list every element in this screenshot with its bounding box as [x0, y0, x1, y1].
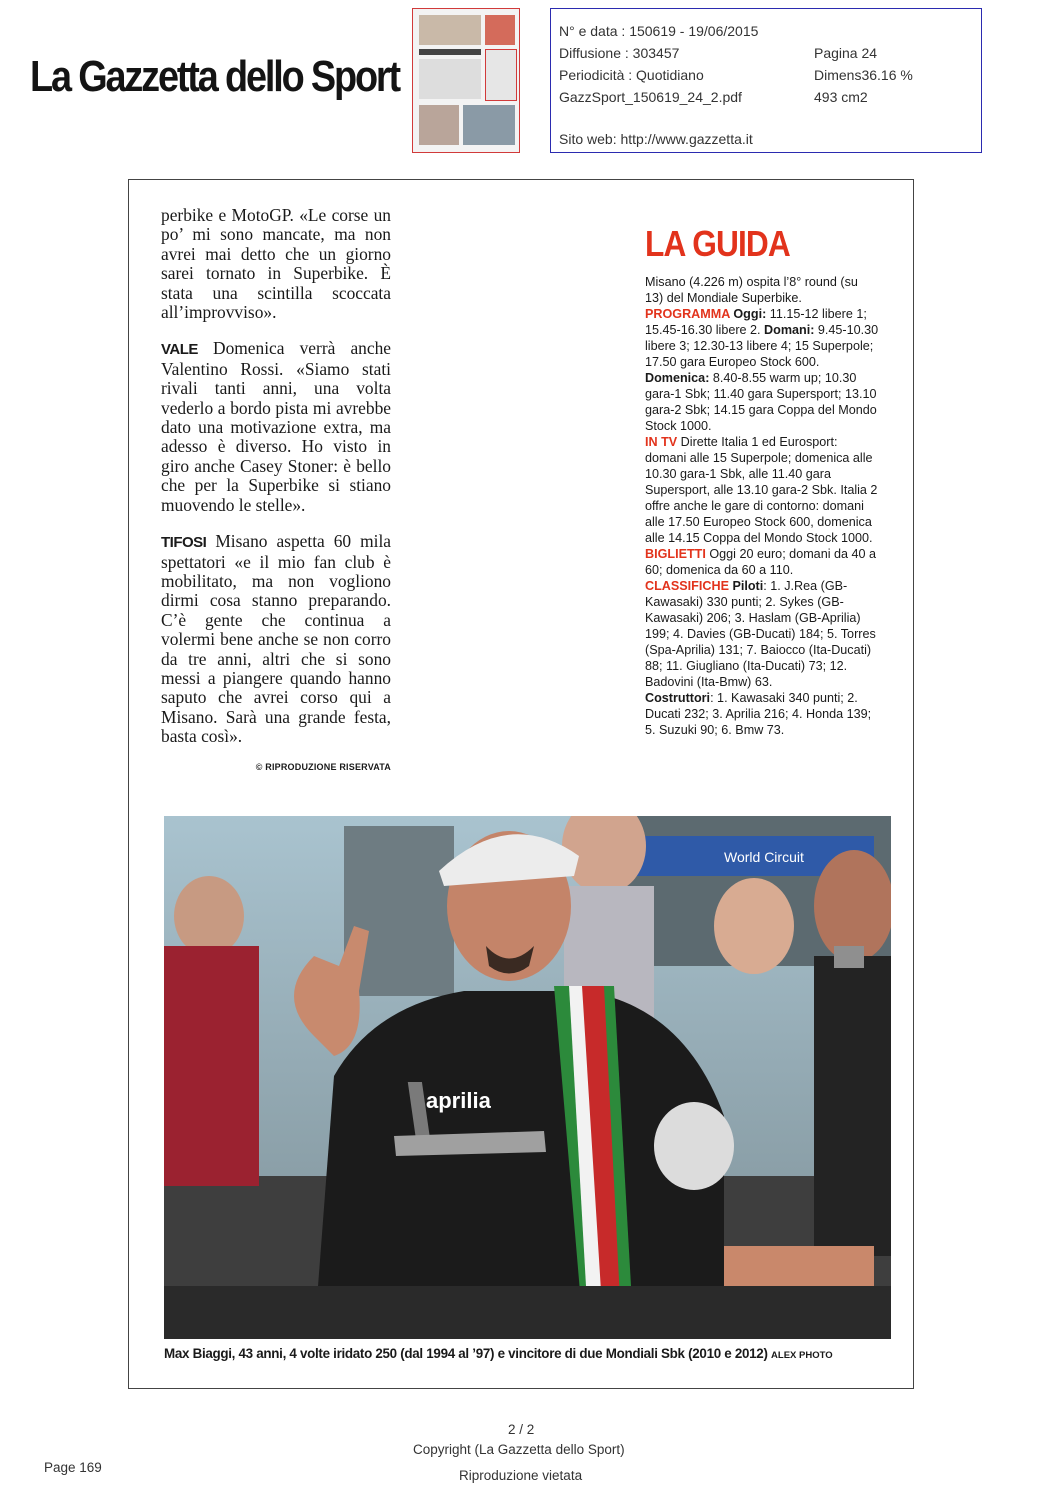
meta-number-date: N° e data : 150619 - 19/06/2015 — [559, 23, 759, 39]
footer-pages: 2 / 2 — [508, 1422, 535, 1437]
guide-text: Misano (4.226 m) ospita l’8° round (su 13) del Mondiale Superbike. PROGRAMMA Oggi: 11.15-12 libere 1; 15.45-16.30 libere 2. Domani: 9.45-10.30 libere 3; 12.30-13 libere 4; 15 Superpole; 17.50 gara Europeo Stock 600. Domenica: 8.40-8.55 warm up; 10.30 gara-1 Sbk; 11.40 gara Supersport; 13.10 gara-2 Sbk; 14.15 gara Coppa del Mondo Stock 1000. IN TV Dirette Italia 1 ed Eurosport: domani alle 15 Superpole; domenica alle 10.30 gara-1 Sbk, alle 11.40 gara Supersport, alle 13.10 gara-2 Sbk. Italia 2 offre anche le gare di contorno: domani alle 17.50 Europeo Stock 600, domenica alle 14.15 Coppa del Mondo Stock 1000. BIGLIETTI Oggi 20 euro; domani da 40 a 60; domenica da 60 a 110. CLASSIFICHE Piloti: 1. J.Rea (GB-Kawasaki) 330 punti; 2. Sykes (GB-Kawasaki) 206; 3. Haslam (GB-Aprilia) 199; 4. Davies (GB-Ducati) 184; 5. Torres (Spa-Aprilia) 131; 7. Baiocco (Ita-Ducati) 88; 11. Giugliano (Ita-Ducati) 73; 12. Badovini (Ita-Bmw) 63. Costruttori: 1. Kawasaki 340 punti; 2. Ducati 232; 3. Aprilia 216; 4. Honda 139; 5. Suzuki 90; 6. Bmw 73. — [645, 275, 879, 737]
photo-illustration — [164, 816, 891, 1339]
label-programma: PROGRAMMA — [645, 307, 730, 321]
guide-title: LA GUIDA — [645, 223, 790, 264]
metadata-box — [550, 8, 982, 153]
footer-copyright: Copyright (La Gazzetta dello Sport) — [413, 1442, 625, 1457]
paragraph-2: VALE Domenica verrà anche Valentino Rossi. «Siamo stati rivali tanti anni, una volta vederlo a bordo pista mi avrebbe dato una motivazione extra, ma adesso è diverso. Ho visto in giro anche Casey Stoner: è bello che per la Superbike si stiano muovendo le stelle». — [161, 338, 391, 515]
article-photo — [164, 816, 891, 1339]
shirt-logo-text: aprilia — [426, 1088, 491, 1113]
label-biglietti: BIGLIETTI — [645, 547, 706, 561]
paragraph-1: perbike e MotoGP. «Le corse un po’ mi sono mancate, ma non avrei mai detto che un giorno sarei tornato in Superbike. È stata una scintilla scoccata all’improvviso». — [161, 205, 391, 323]
meta-dimension: Dimens36.16 % — [814, 67, 913, 83]
paragraph-3: TIFOSI Misano aspetta 60 mila spettatori «e il mio fan club è mobilitato, ma non vogliono dirmi cosa stanno preparando. C’è gente che continua a volermi bene anche se non corro da tre anni, altri che si sono messi a piangere quando hanno saputo che avrei corso qui a Misano. Sarà una grande festa, basta così». — [161, 531, 391, 747]
label-in-tv: IN TV — [645, 435, 678, 449]
meta-diffusion: Diffusione : 303457 — [559, 45, 680, 61]
photo-caption: Max Biaggi, 43 anni, 4 volte iridato 250 (dal 1994 al ’97) e vincitore di due Mondiali Sbk (2010 e 2012) ALEX PHOTO — [164, 1346, 833, 1361]
masthead-logo: La Gazzetta dello Sport — [30, 52, 399, 101]
label-classifiche: CLASSIFICHE — [645, 579, 729, 593]
meta-page: Pagina 24 — [814, 45, 878, 61]
copyright-notice: © RIPRODUZIONE RISERVATA — [255, 761, 391, 772]
footer-reproduction: Riproduzione vietata — [459, 1468, 583, 1483]
page-thumbnail — [412, 8, 520, 153]
keyword-vale: VALE — [161, 341, 198, 359]
guide-box — [645, 224, 879, 738]
article-clipping — [128, 179, 914, 1389]
sign-text: World Circuit — [724, 849, 804, 865]
meta-periodicity: Periodicità : Quotidiano — [559, 67, 704, 83]
meta-website: Sito web: http://www.gazzetta.it — [559, 131, 753, 147]
article-body — [161, 206, 391, 777]
footer-page-number: Page 169 — [44, 1460, 102, 1475]
keyword-tifosi: TIFOSI — [161, 534, 207, 552]
photo-credit: ALEX PHOTO — [771, 1350, 833, 1361]
meta-file: GazzSport_150619_24_2.pdf — [559, 89, 742, 105]
meta-area: 493 cm2 — [814, 89, 868, 105]
